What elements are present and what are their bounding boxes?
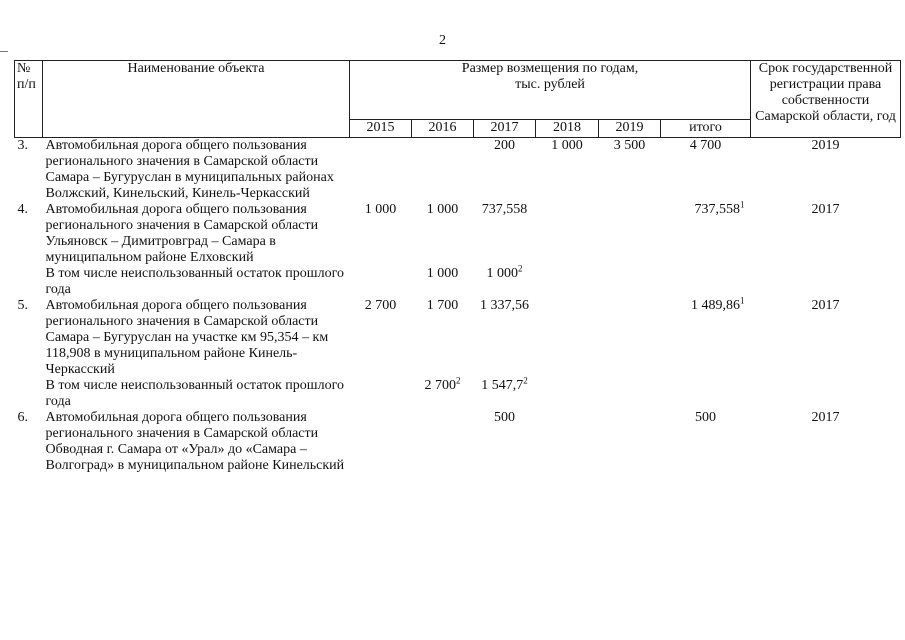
row-number: 3. xyxy=(17,138,28,153)
row-number: 4. xyxy=(17,202,28,217)
cell-term: 2017 xyxy=(811,298,840,313)
cell-2015 xyxy=(350,266,412,298)
object-name: Автомобильная дорога общего пользования регионального значения в Самарской области Самара – Бугуруслан в муниципальных районах Волжский, Кинельский, Кинель-Черкасский xyxy=(45,138,334,201)
cell-2018 xyxy=(536,410,599,474)
margin-tick xyxy=(0,51,8,52)
cell-2018 xyxy=(536,266,599,298)
cell-2019 xyxy=(599,298,661,378)
cell-2019 xyxy=(599,378,661,410)
cell-2016: 1 000 xyxy=(426,202,459,217)
object-name: Автомобильная дорога общего пользования регионального значения в Самарской области Самара – Бугуруслан на участке км 95,354 – км 118,908 в муниципальном районе Кинель-Черкасский xyxy=(45,298,329,377)
header-year: 2017 xyxy=(474,120,536,138)
cell-term xyxy=(751,266,901,298)
table-row xyxy=(15,138,901,203)
header-amount-caption: Размер возмещения по годам, тыс. рублей xyxy=(350,61,751,120)
header-year: 2016 xyxy=(412,120,474,138)
object-name: В том числе неиспользованный остаток прошлого года xyxy=(45,266,344,297)
header-year-total: итого xyxy=(661,120,751,138)
cell-total: 500 xyxy=(695,410,716,425)
cell-2015: 2 700 xyxy=(364,298,397,313)
cell-total: 1 489,86$^1$ xyxy=(691,295,745,313)
cell-2017: 1 $000^2$ xyxy=(486,263,523,281)
header-num: № п/п xyxy=(15,61,43,138)
cell-2019 xyxy=(599,202,661,266)
cell-2017: 500 xyxy=(494,410,515,425)
cell-2015: 1 000 xyxy=(364,202,397,217)
cell-2015 xyxy=(350,138,412,203)
row-number: 6. xyxy=(17,410,28,425)
cell-2016 xyxy=(412,410,474,474)
cell-2018 xyxy=(536,378,599,410)
cell-2016: 1 700 xyxy=(426,298,459,313)
cell-total: 737,558$^1$ xyxy=(694,199,745,217)
object-name: В том числе неиспользованный остаток прошлого года xyxy=(45,378,344,409)
header-year: 2018 xyxy=(536,120,599,138)
header-term: Срок государственной регистрации права собственности Самарской области, год xyxy=(751,61,901,138)
row-number: 5. xyxy=(17,298,28,313)
cell-2019 xyxy=(599,266,661,298)
cell-term: 2017 xyxy=(811,410,840,425)
cell-2017: 737,558 xyxy=(481,202,528,217)
compensation-table xyxy=(14,60,901,474)
cell-total: 4 700 xyxy=(689,138,722,153)
cell-2016 xyxy=(412,138,474,203)
object-name: Автомобильная дорога общего пользования регионального значения в Самарской области Обводная г. Самара от «Урал» до «Самара – Волгоград» в муниципальном районе Кинельский xyxy=(45,410,345,473)
page-number: 2 xyxy=(439,33,446,48)
cell-2018 xyxy=(536,202,599,266)
cell-term: 2019 xyxy=(811,138,840,153)
table-row xyxy=(15,298,901,378)
table-row xyxy=(15,202,901,266)
cell-2018 xyxy=(536,298,599,378)
row-number xyxy=(15,378,43,410)
object-name: Автомобильная дорога общего пользования регионального значения в Самарской области Ульяновск – Димитровград – Самара в муниципальном районе Елховский xyxy=(45,202,319,265)
cell-2015 xyxy=(350,378,412,410)
cell-term: 2017 xyxy=(811,202,840,217)
cell-2017: 200 xyxy=(494,138,515,153)
cell-2017: 1 337,56 xyxy=(480,298,529,313)
header-name: Наименование объекта xyxy=(43,61,350,138)
cell-term xyxy=(751,378,901,410)
cell-2019: 3 500 xyxy=(613,138,646,153)
cell-total xyxy=(661,378,751,410)
row-number xyxy=(15,266,43,298)
cell-total xyxy=(661,266,751,298)
table-row xyxy=(15,410,901,474)
header-year: 2019 xyxy=(599,120,661,138)
cell-2019 xyxy=(599,410,661,474)
table-subrow xyxy=(15,378,901,410)
cell-2017: 1 547,7$^2$ xyxy=(481,375,528,393)
table-subrow xyxy=(15,266,901,298)
cell-2016: 1 000 xyxy=(426,266,459,281)
cell-2015 xyxy=(350,410,412,474)
header-year: 2015 xyxy=(350,120,412,138)
cell-2016: 2 $700^2$ xyxy=(424,375,461,393)
cell-2018: 1 000 xyxy=(551,138,583,153)
